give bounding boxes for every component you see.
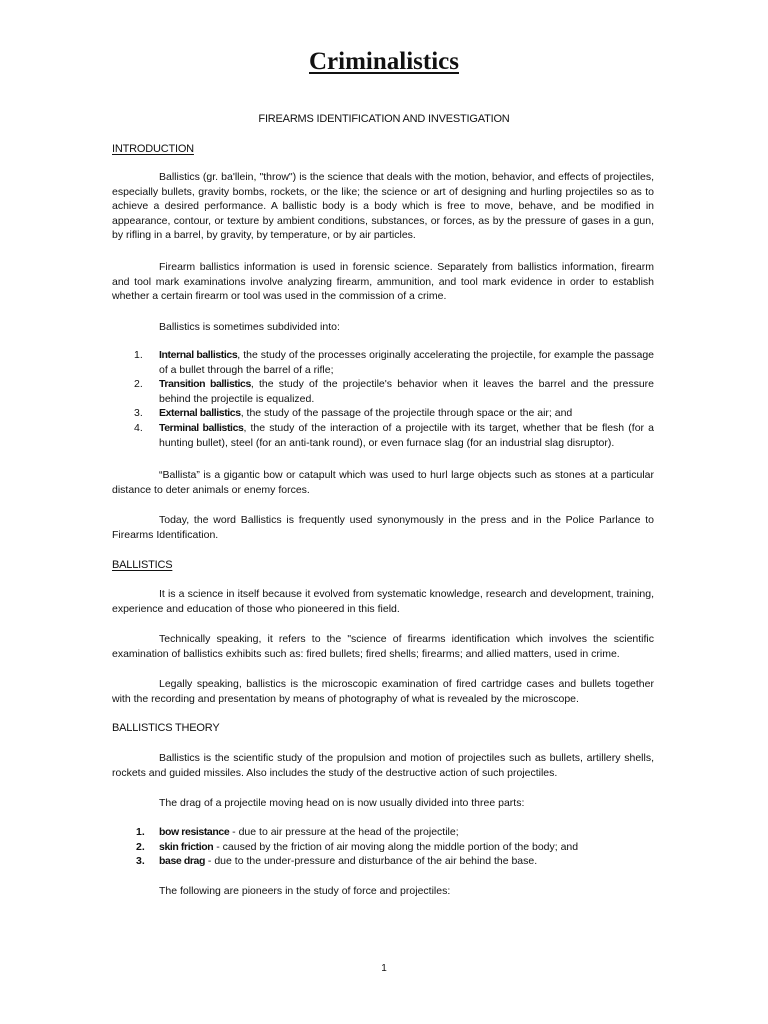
ballistics-paragraph-2: Technically speaking, it refers to the "science of firearms identification which involves the scientific examination of ballistics exhibits such as: fired bullets; fired shells; firearms; and allied matters, used in crime. <box>112 633 654 660</box>
heading-ballistics-theory: BALLISTICS THEORY <box>112 722 220 734</box>
list-item <box>112 406 654 421</box>
list-item-number: 3. <box>136 855 145 868</box>
list-item-term: Internal ballistics <box>159 349 238 361</box>
intro-paragraph-3: Ballistics is sometimes subdivided into: <box>159 321 340 333</box>
list-item-term: base drag <box>159 855 206 868</box>
list-item-text: - due to the under-pressure and disturbance of the air behind the base. <box>205 855 538 868</box>
list-item-number: 4. <box>134 421 143 434</box>
list-item-number: 2. <box>136 840 145 853</box>
list-item-text: , the study of the processes originally accelerating the projectile, for example the passage of a bullet through the barrel of a rifle; <box>159 349 654 376</box>
theory-paragraph-3: The following are pioneers in the study of force and projectiles: <box>159 885 451 897</box>
heading-ballistics: BALLISTICS <box>112 559 173 571</box>
intro-paragraph-4: “Ballista” is a gigantic bow or catapult which was used to hurl large objects such as stones at a particular distance to deter animals or enemy forces. <box>112 469 654 496</box>
list-item-text: - due to air pressure at the head of the projectile; <box>229 826 459 838</box>
list-item <box>112 421 654 450</box>
list-item-number: 3. <box>134 407 143 420</box>
intro-paragraph-2: Firearm ballistics information is used in forensic science. Separately from ballistics information, firearm and tool mark examinations involve analyzing firearm, ammunition, and tool mark evidence in order to establish whether a certain firearm or tool was used in the commission of a crime. <box>112 261 654 303</box>
intro-paragraph-1: Ballistics (gr. ba'llein, "throw") is the science that deals with the motion, behavior, and effects of projectiles, especially bullets, gravity bombs, rockets, or the like; the science or art of designing and hurling projectiles so as to achieve a desired performance. A ballistic body is a body which is free to move, behave, and be modified in appearance, contour, or texture by ambient conditions, substances, or forces, as by the pressure of gases in a gun, by rifling in a barrel, by gravity, by temperature, or by air particles. <box>112 171 654 242</box>
list-item-term: Terminal ballistics <box>159 421 244 434</box>
list-item-number: 2. <box>134 378 143 391</box>
theory-paragraph-2: The drag of a projectile moving head on is now usually divided into three parts: <box>159 797 525 809</box>
projectile-drag-list <box>112 825 654 869</box>
ballistics-paragraph-3: Legally speaking, ballistics is the microscopic examination of fired cartridge cases and bullets together with the recording and presentation by means of photography of what is revealed by the microscope. <box>112 678 654 705</box>
list-item-text: , the study of the interaction of a projectile with its target, whether that be flesh (for a hunting bullet), steel (for an anti-tank round), or even furnace slag (for an industrial slag disruptor). <box>159 421 655 449</box>
heading-introduction: INTRODUCTION <box>112 143 194 155</box>
document-title: Criminalistics <box>309 48 459 75</box>
list-item <box>112 348 654 377</box>
list-item-number: 1. <box>136 826 145 838</box>
list-item-number: 1. <box>134 349 143 361</box>
ballistics-subdivision-list <box>112 348 654 450</box>
ballistics-paragraph-1: It is a science in itself because it evolved from systematic knowledge, research and development, training, experience and education of those who pioneered in this field. <box>112 588 654 615</box>
intro-paragraph-5: Today, the word Ballistics is frequently used synonymously in the press and in the Police Parlance to Firearms Identification. <box>112 514 654 541</box>
list-item <box>112 840 654 855</box>
list-item <box>112 854 654 869</box>
list-item-text: , the study of the projectile's behavior when it leaves the barrel and the pressure behind the projectile is equalized. <box>159 378 654 405</box>
document-subtitle: FIREARMS IDENTIFICATION AND INVESTIGATION <box>258 113 510 125</box>
page-number: 1 <box>381 963 387 974</box>
list-item-term: bow resistance <box>159 826 230 838</box>
list-item-text: , the study of the passage of the projectile through space or the air; and <box>240 407 573 420</box>
list-item <box>112 825 654 840</box>
list-item-term: skin friction <box>159 840 214 853</box>
list-item-term: External ballistics <box>159 407 241 420</box>
list-item-text: - caused by the friction of air moving along the middle portion of the body; and <box>213 840 579 853</box>
list-item <box>112 377 654 406</box>
list-item-term: Transition ballistics <box>159 378 251 391</box>
theory-paragraph-1: Ballistics is the scientific study of the propulsion and motion of projectiles such as bullets, artillery shells, rockets and guided missiles. Also includes the study of the destructive action of such projectiles. <box>112 752 654 779</box>
